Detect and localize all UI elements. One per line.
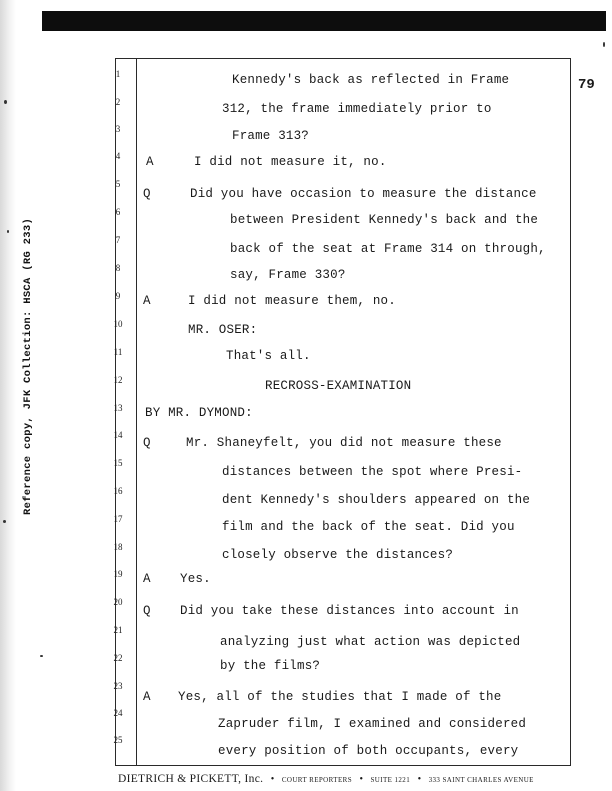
street-address: 333 SAINT CHARLES AVENUE (428, 776, 534, 784)
transcript-line-text: Zapruder film, I examined and considered (218, 717, 527, 731)
footer-separator: • (359, 774, 364, 785)
line-number: 1 (115, 69, 121, 79)
scan-speck (603, 42, 605, 47)
line-number: 25 (113, 735, 123, 745)
line-number: 23 (113, 681, 123, 691)
scan-speck (3, 520, 6, 523)
speaker-label: A (143, 690, 151, 704)
transcript-line-text: say, Frame 330? (230, 268, 346, 282)
speaker-label: A (146, 155, 154, 169)
transcript-line-text: That's all. (226, 349, 311, 363)
line-number: 4 (115, 151, 121, 161)
transcript-line-text: distances between the spot where Presi- (222, 465, 523, 479)
speaker-label: A (143, 294, 151, 308)
line-number: 22 (113, 653, 123, 663)
line-number: 19 (113, 569, 123, 579)
line-number: 7 (115, 235, 121, 245)
line-number: 12 (113, 375, 123, 385)
transcript-line-text: BY MR. DYMOND: (145, 406, 253, 420)
transcript-line-text: 312, the frame immediately prior to (222, 102, 492, 116)
line-number: 16 (113, 486, 123, 496)
transcript-line-text: I did not measure it, no. (194, 155, 387, 169)
transcript-line-text: Yes. (180, 572, 211, 586)
transcript-line-text: RECROSS-EXAMINATION (265, 379, 412, 393)
transcript-line-text: by the films? (220, 659, 321, 673)
line-number: 2 (115, 97, 121, 107)
reporter-footer (118, 773, 534, 785)
footer-separator: • (417, 774, 422, 785)
footer-separator: • (270, 774, 275, 785)
transcript-line-text: between President Kennedy's back and the (230, 213, 539, 227)
scan-speck (7, 230, 9, 233)
line-number: 18 (113, 542, 123, 552)
line-number: 24 (113, 708, 123, 718)
transcript-line-text: back of the seat at Frame 314 on through, (230, 242, 546, 256)
line-number: 3 (115, 124, 121, 134)
transcript-line-text: Kennedy's back as reflected in Frame (232, 73, 510, 87)
suite-label: SUITE 1221 (370, 776, 411, 784)
speaker-label: A (143, 572, 151, 586)
speaker-label: Q (143, 604, 151, 618)
scan-speck (40, 655, 43, 657)
transcript-line-text: Did you take these distances into account in (180, 604, 519, 618)
firm-name: DIETRICH & PICKETT, Inc. (118, 773, 264, 785)
transcript-line-text: film and the back of the seat. Did you (222, 520, 515, 534)
line-number: 6 (115, 207, 121, 217)
line-number: 14 (113, 430, 123, 440)
transcript-line-text: analyzing just what action was depicted (220, 635, 521, 649)
speaker-label: Q (143, 187, 151, 201)
transcript-line-text: Mr. Shaneyfelt, you did not measure these (186, 436, 502, 450)
line-number: 8 (115, 263, 121, 273)
service-label: COURT REPORTERS (281, 776, 352, 784)
scan-speck (4, 100, 7, 104)
line-number: 9 (115, 291, 121, 301)
page-number: 79 (578, 77, 595, 93)
transcript-line-text: Yes, all of the studies that I made of the (178, 690, 502, 704)
transcript-line-text: Frame 313? (232, 129, 310, 143)
line-number: 11 (113, 347, 123, 357)
line-number: 17 (113, 514, 123, 524)
transcript-line-text: dent Kennedy's shoulders appeared on the (222, 493, 531, 507)
top-scan-bar (42, 11, 606, 31)
transcript-line-text: every position of both occupants, every (218, 744, 519, 758)
line-number: 13 (113, 403, 123, 413)
line-number: 15 (113, 458, 123, 468)
transcript-line-text: I did not measure them, no. (188, 294, 396, 308)
line-number: 10 (113, 319, 123, 329)
transcript-line-text: closely observe the distances? (222, 548, 454, 562)
line-number: 5 (115, 179, 121, 189)
speaker-label: Q (143, 436, 151, 450)
transcript-line-text: Did you have occasion to measure the distance (190, 187, 537, 201)
scan-left-edge (0, 0, 16, 791)
transcript-line-text: MR. OSER: (188, 323, 258, 337)
line-number: 21 (113, 625, 123, 635)
line-number-divider (136, 58, 137, 766)
line-number: 20 (113, 597, 123, 607)
archive-reference-label: Reference copy, JFK Collection: HSCA (RG 233) (22, 217, 34, 515)
